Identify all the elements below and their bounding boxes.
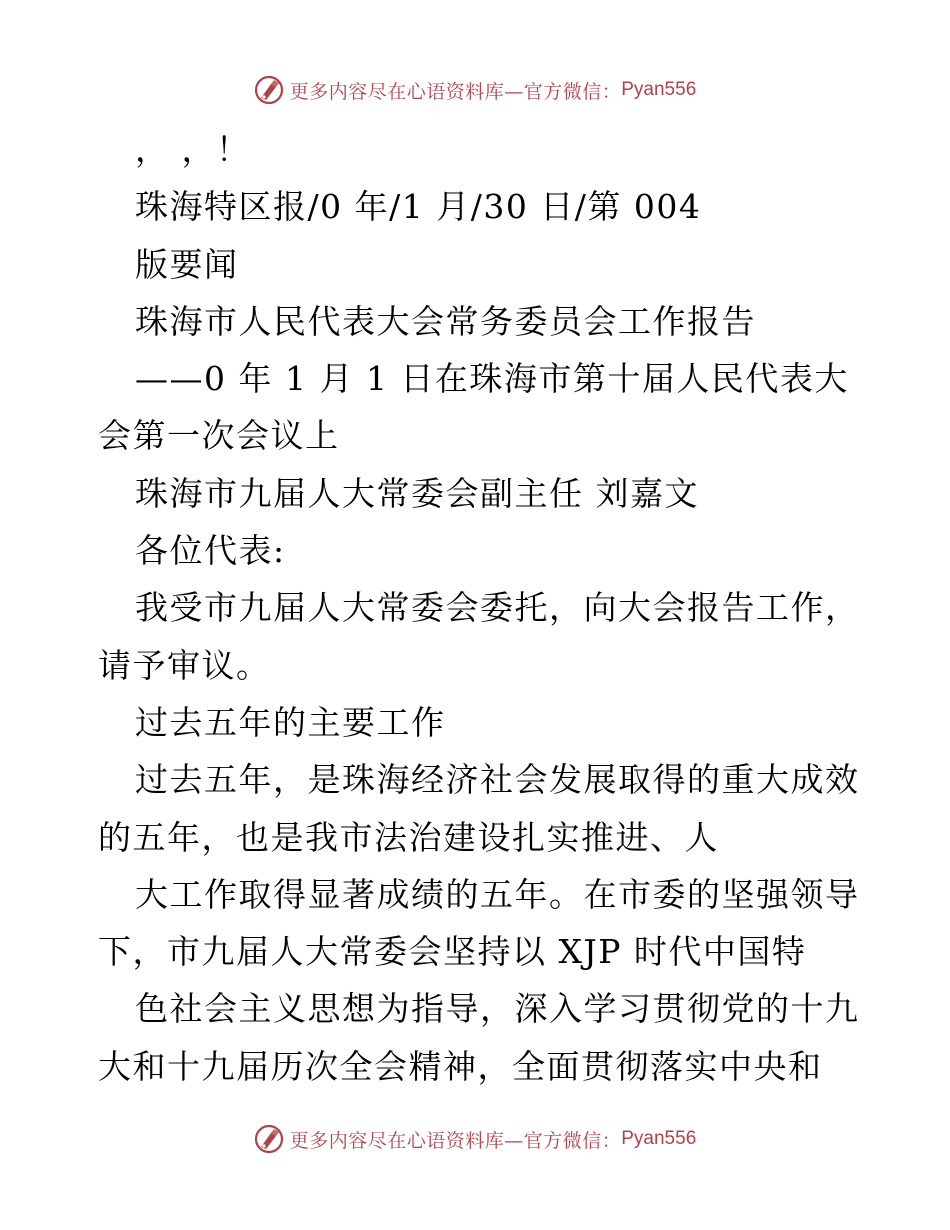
text-line: 我受市九届人大常委会委托，向大会报告工作，	[135, 588, 860, 628]
banner-text: 更多内容尽在心语资料库—官方微信：	[289, 1129, 622, 1152]
pen-nib-logo-icon	[254, 1124, 284, 1154]
text-line: ——0 年 1 月 1 日在珠海市第十届人民代表大	[135, 359, 849, 399]
text-line: ， ，！	[135, 130, 251, 169]
text-line: 各位代表:	[135, 531, 286, 571]
pen-nib-logo-icon	[254, 75, 284, 105]
text-line: 下，市九届人大常委会坚持以 XJP 时代中国特	[98, 932, 807, 972]
banner-text: 更多内容尽在心语资料库—官方微信：	[289, 80, 622, 103]
footer-banner	[0, 1119, 950, 1159]
header-banner	[0, 70, 950, 110]
text-line: 请予审议。	[98, 645, 271, 685]
text-line: 珠海特区报/0 年/1 月/30 日/第 004	[135, 187, 702, 227]
text-line: 过去五年，是珠海经济社会发展取得的重大成效	[135, 760, 860, 800]
text-line: 珠海市人民代表大会常务委员会工作报告	[135, 301, 756, 341]
text-line: 版要闻	[135, 244, 239, 284]
text-line: 色社会主义思想为指导，深入学习贯彻党的十九	[135, 989, 860, 1029]
document-body	[98, 121, 858, 1095]
wechat-id: Pyan556	[621, 1128, 697, 1149]
text-line: 珠海市九届人大常委会副主任 刘嘉文	[135, 473, 699, 513]
text-line: 大和十九届历次全会精神，全面贯彻落实中央和	[98, 1046, 823, 1086]
text-line: 会第一次会议上	[98, 416, 340, 456]
text-line: 大工作取得显著成绩的五年。在市委的坚强领导	[135, 874, 860, 914]
wechat-id: Pyan556	[621, 79, 697, 100]
text-line: 过去五年的主要工作	[135, 702, 446, 742]
text-line: 的五年，也是我市法治建设扎实推进、人	[98, 817, 719, 857]
